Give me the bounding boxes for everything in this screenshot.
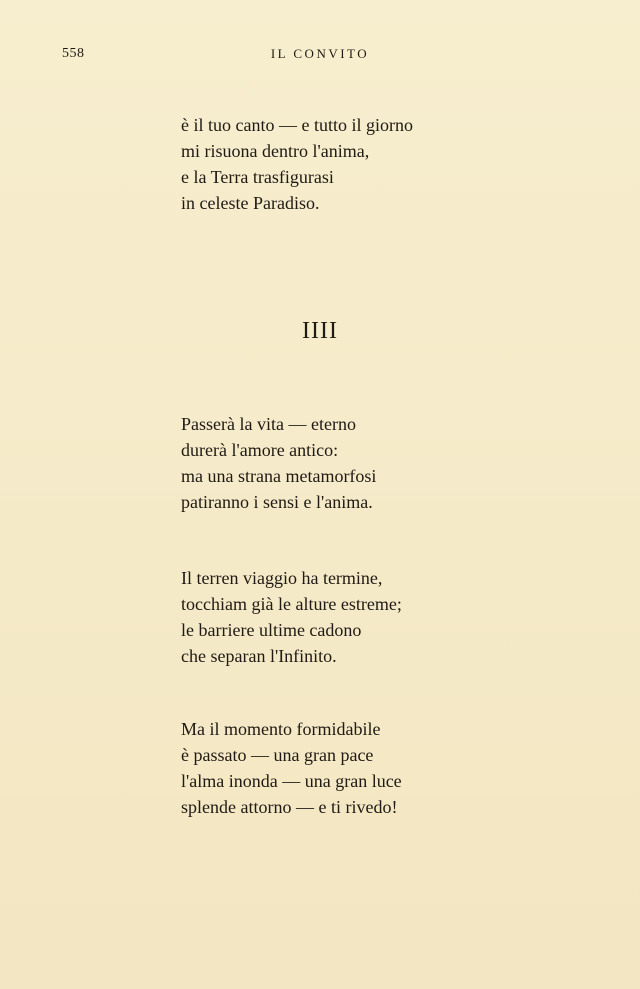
verse-line: che separan l'Infinito. <box>181 646 337 666</box>
verse-line: Ma il momento formidabile <box>181 719 381 739</box>
stanza <box>181 716 402 820</box>
stanza <box>181 565 402 669</box>
verse-line: è il tuo canto — e tutto il giorno <box>181 115 413 135</box>
running-head: IL CONVITO <box>270 46 370 61</box>
verse-line: Il terren viaggio ha termine, <box>181 568 383 588</box>
verse-line: è passato — una gran pace <box>181 745 374 765</box>
verse-line: Passerà la vita — eterno <box>181 414 356 434</box>
verse-line: in celeste Paradiso. <box>181 193 320 213</box>
verse-line: ma una strana metamorfosi <box>181 466 377 486</box>
verse-line: mi risuona dentro l'anima, <box>181 141 370 161</box>
verse-line: e la Terra trasfigurasi <box>181 167 334 187</box>
section-numeral: IIII <box>302 318 338 344</box>
verse-line: patiranno i sensi e l'anima. <box>181 492 373 512</box>
verse-line: splende attorno — e ti rivedo! <box>181 797 398 817</box>
verse-line: le barriere ultime cadono <box>181 620 362 640</box>
stanza <box>181 112 413 216</box>
verse-line: l'alma inonda — una gran luce <box>181 771 402 791</box>
page-number: 558 <box>62 46 85 61</box>
stanza <box>181 411 376 515</box>
verse-line: tocchiam già le alture estreme; <box>181 594 402 614</box>
verse-line: durerà l'amore antico: <box>181 440 339 460</box>
